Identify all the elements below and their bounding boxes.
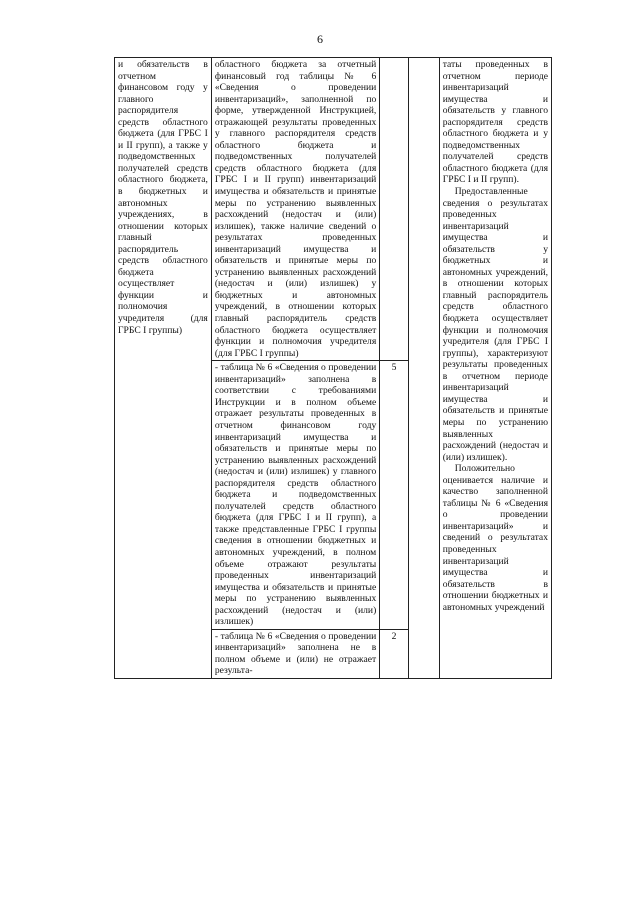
page-number: 6 [317, 32, 323, 46]
score-value: 2 [391, 630, 397, 642]
comment-paragraph: таты проведенных в отчетном периоде инвентаризаций имущества и обязательств у главного распорядителя средств областного бюджета и у подведомственных получателей средств областного бюджета (для ГРБС I и II групп). [442, 59, 548, 186]
indicator-name-text: и обязательств в отчетном финансовом году у главного распорядителя средств областного бюджета (для ГРБС I и II групп), а также у подведомственных получателей средств областного бюджета, в бюджетных и автономных учреждениях, в отношении которых главный распорядитель средств областного бюджета осуществляет функции и полномочия учредителя (для ГРБС I группы) [118, 59, 208, 336]
score-cell [380, 361, 409, 630]
criterion-cell [211, 361, 379, 630]
table-row [115, 58, 552, 361]
indicator-name-cell [115, 58, 212, 679]
criterion-cell [211, 58, 379, 361]
evaluation-table [114, 57, 552, 679]
score-cell [380, 629, 409, 678]
comment-paragraph: Положительно оценивается наличие и качество заполненной таблицы № 6 «Сведения о проведении инвентаризаций» и сведений о результатах проведенных инвентаризаций имущества и обязательств в отношении бюджетных и автономных учреждений [442, 463, 548, 613]
empty-cell [408, 58, 439, 679]
score-value: 5 [391, 362, 397, 374]
comment-cell [439, 58, 551, 679]
score-cell [380, 58, 409, 361]
criterion-text: - таблица № 6 «Сведения о проведении инвентаризаций» заполнена в соответствии с требованиями Инструкции и в полном объеме отражает результаты проведенных в отчетном финансовом году инвентаризаций имущества и обязательств и принятые меры по устранению выявленных расхождений (недостач и (или) излишек) у главного распорядителя средств областного бюджета и подведомственных получателей средств областного бюджета (для ГРБС I и II групп), а также представленные ГРБС I группы сведения в отношении бюджетных и автономных учреждений, в полном объеме отражают результаты проведенных инвентаризаций имущества и обязательств и принятые меры по устранению выявленных расхождений (недостач и (или) излишек) [214, 362, 377, 628]
criterion-text: областного бюджета за отчетный финансовый год таблицы № 6 «Сведения о проведении инвентаризаций», заполненной по форме, утвержденной Инструкцией, отражающей результаты проведенных у главного распорядителя средств областного бюджета и подведомственных получателей средств областного бюджета (для ГРБС I и II групп) инвентаризаций имущества и обязательств и принятые меры по устранению выявленных расхождений (недостач и (или) излишек), также наличие сведений о результатах проведенных инвентаризаций имущества и обязательств и принятые меры по устранению выявленных расхождений (недостач и (или) излишек) у бюджетных и автономных учреждений, в отношении которых главный распорядитель средств областного бюджета осуществляет функции и полномочия учредителя (для ГРБС I группы) [214, 59, 377, 359]
criterion-cell [211, 629, 379, 678]
comment-paragraph: Предоставленные сведения о результатах проведенных инвентаризаций имущества и обязательств у бюджетных и автономных учреждений, в отношении которых главный распорядитель средств областного бюджета осуществляет функции и полномочия учредителя (для ГРБС I группы), характеризуют результаты проведенных в отчетном периоде инвентаризаций имущества и обязательств и принятые меры по устранению выявленных расхождений (недостач и (или) излишек). [442, 186, 548, 463]
criterion-text: - таблица № 6 «Сведения о проведении инвентаризаций» заполнена не в полном объеме и (или) не отражает результа- [214, 630, 377, 677]
